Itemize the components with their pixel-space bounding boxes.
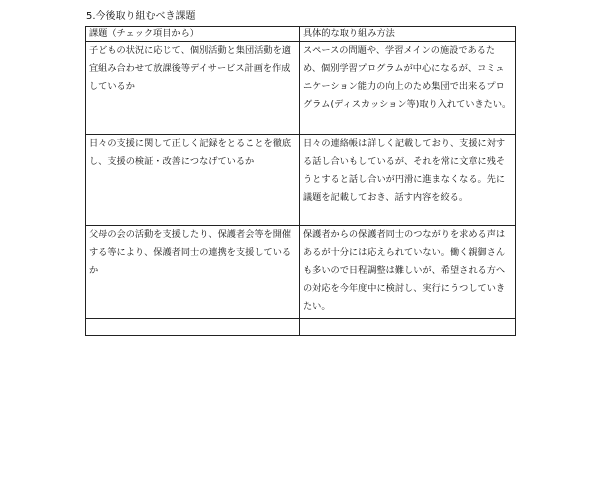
header-issue: 課題（チェック項目から） xyxy=(86,27,300,42)
table-row xyxy=(86,135,516,226)
method-cell: 日々の連絡帳は詳しく記載しており、支援に対する話し合いもしているが、それを常に文章に残そうとすると話し合いが円滑に進まなくなる。先に議題を記載しておき、話す内容を絞る。 xyxy=(300,135,516,226)
issue-cell: 子どもの状況に応じて、個別活動と集団活動を適宜組み合わせて放課後等デイサービス計画を作成しているか xyxy=(86,42,300,135)
header-method: 具体的な取り組み方法 xyxy=(300,27,516,42)
method-cell: スペースの問題や、学習メインの施設であるため、個別学習プログラムが中心になるが、コミュニケーション能力の向上のため集団で出来るプログラム(ディスカッション等)取り入れていきたい。 xyxy=(300,42,516,135)
table-header-row xyxy=(86,27,516,42)
table-row xyxy=(86,42,516,135)
method-cell: 保護者からの保護者同士のつながりを求める声はあるが十分には応えられていない。働く親御さんも多いので日程調整は難しいが、希望される方への対応を今年度中に検討し、実行にうつしていきたい。 xyxy=(300,226,516,319)
table-row xyxy=(86,226,516,319)
issues-table xyxy=(85,26,516,336)
issue-cell: 日々の支援に関して正しく記録をとることを徹底し、支援の検証・改善につなげているか xyxy=(86,135,300,226)
method-cell xyxy=(300,319,516,336)
issue-cell: 父母の会の活動を支援したり、保護者会等を開催する等により、保護者同士の連携を支援しているか xyxy=(86,226,300,319)
section-title: 5.今後取り組むべき課題 xyxy=(86,11,196,22)
issue-cell xyxy=(86,319,300,336)
table-row-empty xyxy=(86,319,516,336)
